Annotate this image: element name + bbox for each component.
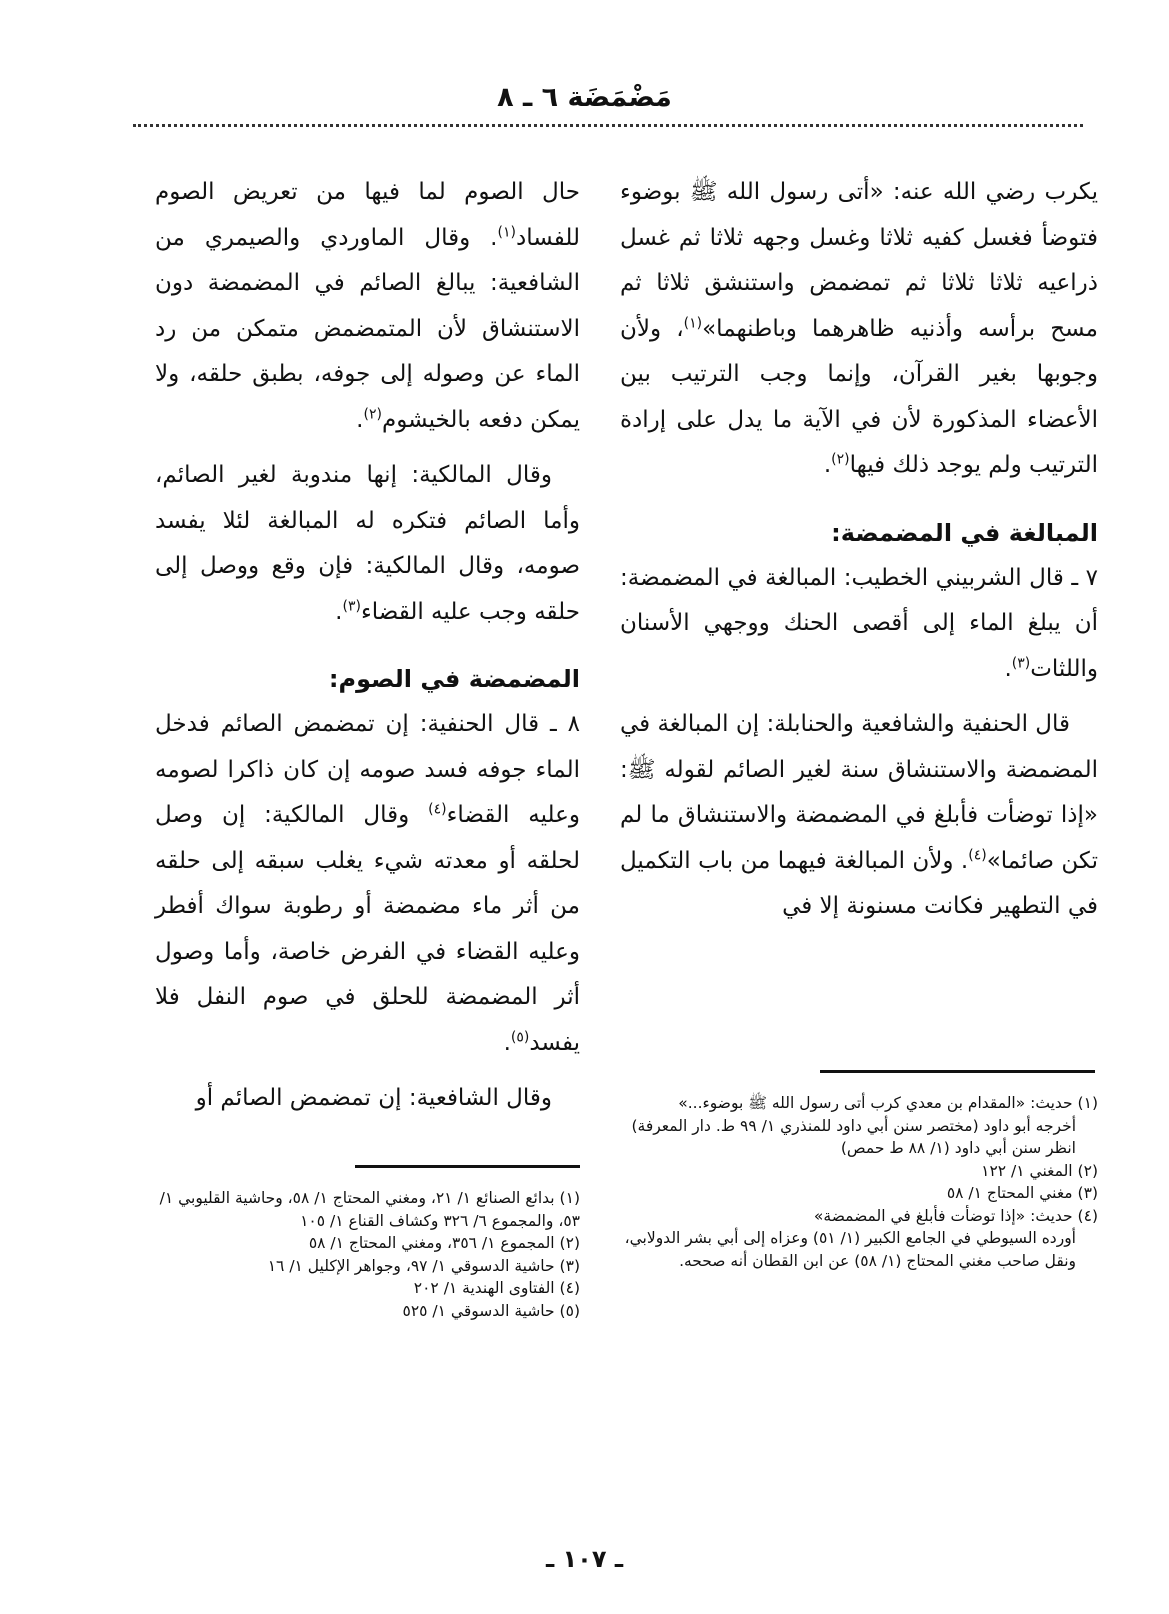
paragraph: وقال الشافعية: إن تمضمض الصائم أو bbox=[195, 1085, 552, 1111]
paragraph bbox=[155, 702, 580, 1066]
paragraph bbox=[155, 170, 580, 443]
running-header: مَضْمَضَة ٦ ـ ٨ bbox=[497, 82, 672, 113]
header-divider bbox=[133, 124, 1083, 127]
page-number: ـ ١٠٧ ـ bbox=[545, 1545, 624, 1573]
footnote bbox=[620, 1092, 1098, 1115]
footnote-text: حديث: «المقدام بن معدي كرب أتى رسول الله ﷺ بوضوء...» bbox=[678, 1094, 1073, 1112]
footnote-number: (١) bbox=[1077, 1094, 1098, 1112]
footnote-text: أخرجه أبو داود (مختصر سنن أبي داود للمنذري ١/ ٩٩ ط. دار المعرفة) انظر سنن أبي داود (١/ ٨٨ ط حمص) bbox=[631, 1116, 1076, 1157]
footnote-text: الفتاوى الهندية ١/ ٢٠٢ bbox=[413, 1279, 555, 1297]
paragraph bbox=[155, 453, 580, 635]
footnote-ref[interactable]: (١) bbox=[497, 223, 516, 240]
footnote-text: مغني المحتاج ١/ ٥٨ bbox=[946, 1184, 1073, 1202]
left-column bbox=[155, 170, 580, 1132]
footnote-ref[interactable]: (٢) bbox=[363, 405, 382, 422]
paragraph-text: يكرب رضي الله عنه: «أتى رسول الله ﷺ بوضوء فتوضأ فغسل كفيه ثلاثا وغسل وجهه ثلاثا ثم غسل ذراعيه ثلاثا ثلاثا ثم تمضمض واستنشق ثلاثا ثم مسح برأسه وأذنيه ظاهرهما وباطنهما» bbox=[620, 179, 1098, 342]
footnote bbox=[620, 1182, 1098, 1205]
footnote-text: المجموع ١/ ٣٥٦، ومغني المحتاج ١/ ٥٨ bbox=[308, 1234, 555, 1252]
footnote bbox=[155, 1187, 580, 1232]
paragraph-text: وقال المالكية: إن وصل لحلقه أو معدته شيء يغلب سبقه إلى حلقه من أثر ماء مضمضة أو رطوبة سواك أفطر وعليه القضاء في الفرض خاصة، وأما وصول أثر المضمضة للحلق في صوم النفل فلا يفسد bbox=[155, 802, 580, 1056]
footnote bbox=[155, 1277, 580, 1300]
footnote-ref[interactable]: (٤) bbox=[968, 846, 987, 863]
paragraph bbox=[620, 170, 1098, 489]
paragraph-text: ٨ ـ قال الحنفية: إن تمضمض الصائم فدخل الماء جوفه فسد صومه إن كان ذاكرا لصومه وعليه القضاء bbox=[155, 711, 580, 828]
paragraph-text: قال الحنفية والشافعية والحنابلة: إن المبالغة في المضمضة والاستنشاق سنة لغير الصائم لقوله ﷺ: «إذا توضأت فأبلغ في المضمضة والاستنشاق ما لم تكن صائما» bbox=[620, 711, 1098, 874]
footnote-number: (١) bbox=[559, 1189, 580, 1207]
footnote bbox=[620, 1115, 1098, 1160]
footnote-ref[interactable]: (١) bbox=[683, 314, 703, 331]
paragraph bbox=[620, 556, 1098, 693]
footnote-text: المغني ١/ ١٢٢ bbox=[981, 1161, 1073, 1180]
paragraph-text: . bbox=[356, 406, 364, 433]
paragraph-text: . bbox=[335, 598, 343, 625]
section-heading: المبالغة في المضمضة: bbox=[831, 518, 1098, 547]
paragraph-text: حال الصوم لما فيها من تعريض الصوم للفساد bbox=[155, 179, 580, 251]
footnote-number: (٢) bbox=[559, 1234, 580, 1252]
footnote-text: حاشية الدسوقي ١/ ٩٧، وجواهر الإكليل ١/ ١٦ bbox=[267, 1256, 555, 1275]
right-footnotes bbox=[620, 1092, 1098, 1272]
footnote bbox=[155, 1232, 580, 1255]
paragraph-text: . bbox=[503, 1029, 511, 1056]
footnote-separator bbox=[355, 1165, 580, 1168]
footnote bbox=[620, 1227, 1098, 1272]
footnote-separator bbox=[820, 1070, 1095, 1073]
footnote-text: حديث: «إذا توضأت فأبلغ في المضمضة» bbox=[813, 1206, 1073, 1225]
footnote-text: بدائع الصنائع ١/ ٢١، ومغني المحتاج ١/ ٥٨، وحاشية القليوبي ١/ ٥٣، والمجموع ٦/ ٣٢٦ وكشاف القناع ١/ ١٠٥ bbox=[159, 1189, 580, 1230]
footnote bbox=[620, 1205, 1098, 1228]
paragraph-text: . bbox=[1004, 655, 1012, 682]
footnote-text: أورده السيوطي في الجامع الكبير (١/ ٥١) وعزاه إلى أبي بشر الدولابي، ونقل صاحب مغني المحتاج (١/ ٥٨) عن ابن القطان أنه صححه. bbox=[624, 1229, 1076, 1270]
paragraph-text: . ولأن المبالغة فيهما من باب التكميل في التطهير فكانت مسنونة إلا في bbox=[620, 847, 1098, 919]
paragraph-text: . bbox=[823, 452, 832, 478]
footnote-ref[interactable]: (٥) bbox=[510, 1028, 530, 1045]
paragraph-text: ٧ ـ قال الشربيني الخطيب: المبالغة في المضمضة: أن يبلغ الماء إلى أقصى الحنك ووجهي الأسنان واللثات bbox=[620, 564, 1098, 682]
footnote-ref[interactable]: (٤) bbox=[428, 801, 447, 818]
footnote bbox=[620, 1160, 1098, 1183]
footnote-number: (٣) bbox=[559, 1256, 580, 1275]
right-column bbox=[620, 170, 1098, 940]
paragraph bbox=[620, 702, 1098, 930]
footnote-number: (٣) bbox=[1077, 1184, 1098, 1202]
paragraph-text: ، ولأن وجوبها بغير القرآن، وإنما وجب الترتيب بين الأعضاء المذكورة لأن في الآية ما يدل على إرادة الترتيب ولم يوجد ذلك فيها bbox=[620, 315, 1098, 478]
paragraph-text: . وقال الماوردي والصيمري من الشافعية: يبالغ الصائم في المضمضة دون الاستنشاق لأن المتمضمض متمكن من رد الماء عن وصوله إلى جوفه، بطبق حلقه، ولا يمكن دفعه بالخيشوم bbox=[155, 224, 580, 433]
footnote bbox=[155, 1255, 580, 1278]
footnote-number: (٥) bbox=[559, 1301, 580, 1320]
footnote-number: (٢) bbox=[1077, 1161, 1098, 1180]
footnote-ref[interactable]: (٣) bbox=[1011, 654, 1031, 671]
footnote-ref[interactable]: (٢) bbox=[831, 451, 850, 468]
paragraph-text: وقال المالكية: إنها مندوبة لغير الصائم، وأما الصائم فتكره له المبالغة لئلا يفسد صومه، وقال المالكية: فإن وقع ووصل إلى حلقه وجب عليه القضاء bbox=[155, 462, 580, 625]
footnote-number: (٤) bbox=[559, 1279, 580, 1297]
left-footnotes bbox=[155, 1187, 580, 1322]
footnote-text: حاشية الدسوقي ١/ ٥٢٥ bbox=[402, 1301, 555, 1320]
footnote bbox=[155, 1300, 580, 1323]
footnote-number: (٤) bbox=[1077, 1206, 1098, 1225]
footnote-ref[interactable]: (٣) bbox=[342, 597, 361, 614]
section-heading: المضمضة في الصوم: bbox=[328, 665, 580, 693]
